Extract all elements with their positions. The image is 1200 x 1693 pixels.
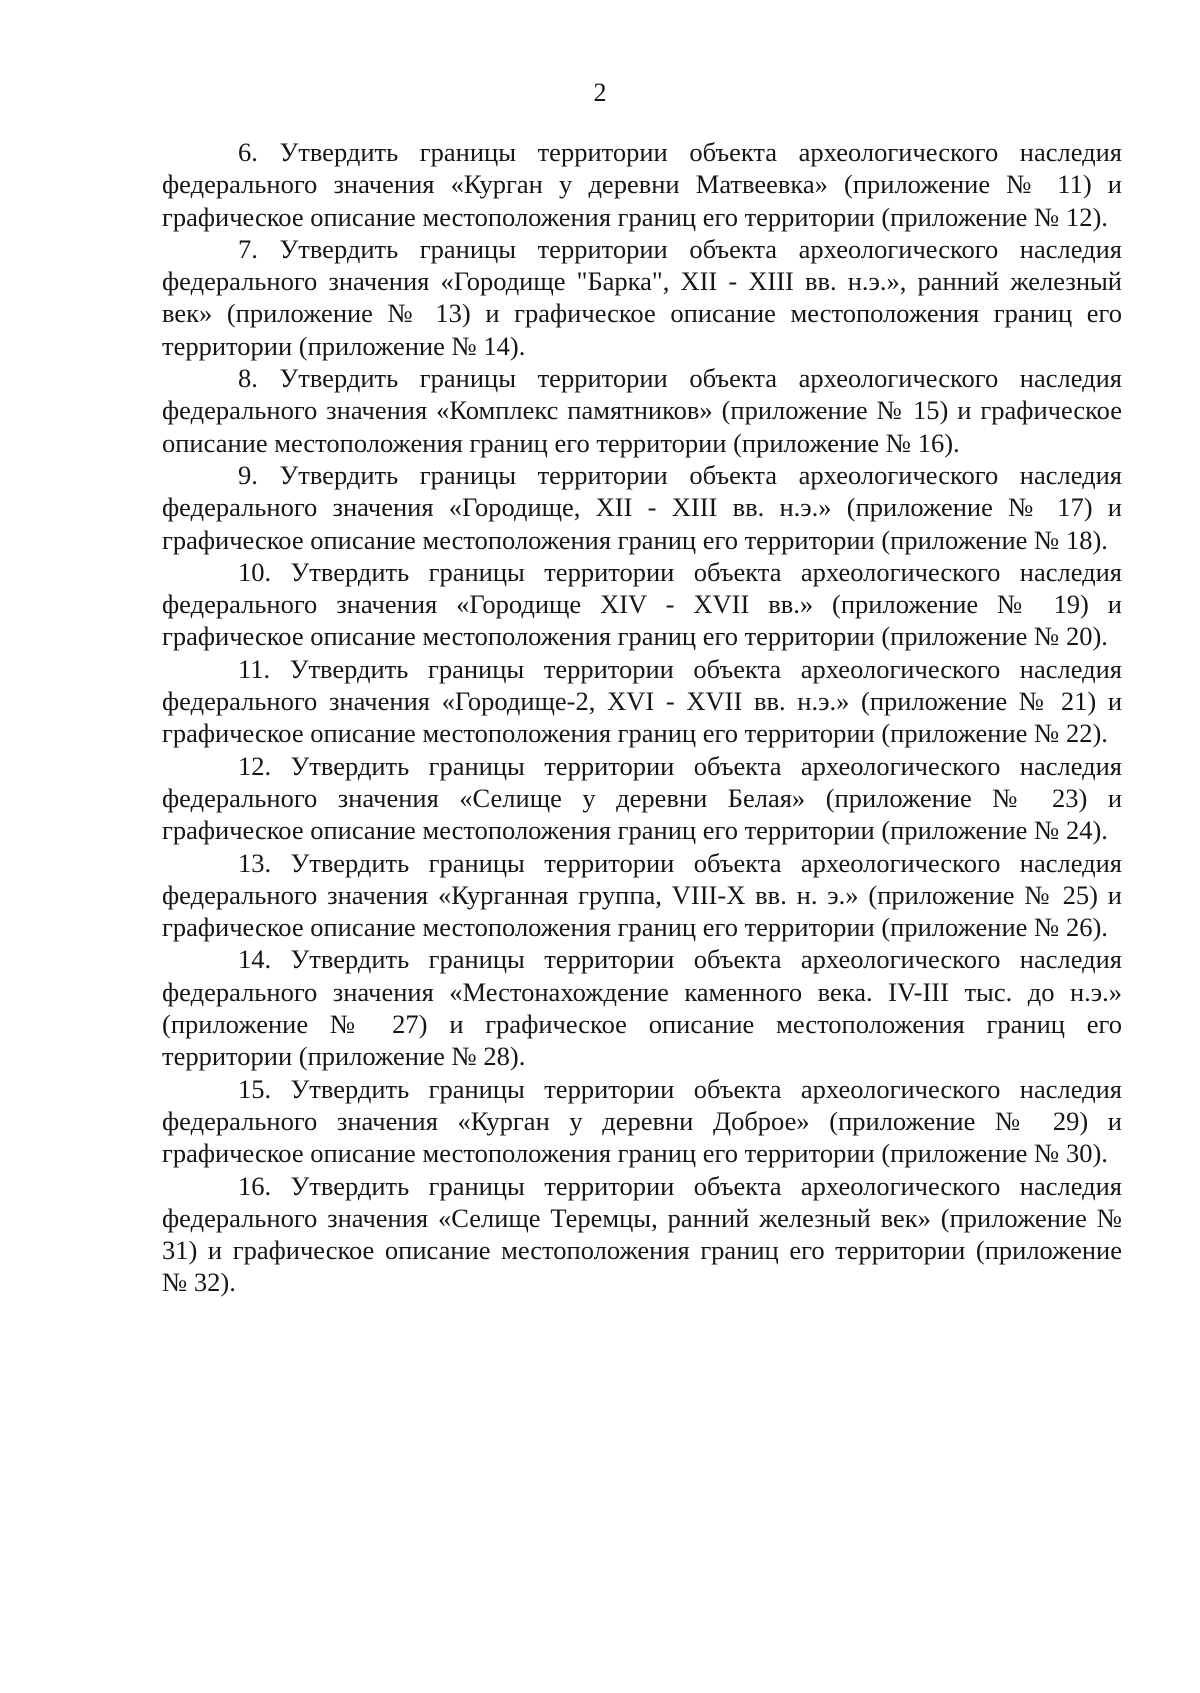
paragraph-item-11: 11. Утвердить границы территории объекта археологического наследия федерального значения «Городище-2, XVI - XVII вв. н.э.» (приложение № 21) и графическое описание местоположения границ его территории (приложение № 22). <box>162 653 1122 749</box>
paragraph-item-9: 9. Утвердить границы территории объекта археологического наследия федерального значения «Городище, XII - XIII вв. н.э.» (приложение № 17) и графическое описание местоположения границ его территории (приложение № 18). <box>162 459 1122 555</box>
paragraph-item-14: 14. Утвердить границы территории объекта археологического наследия федерального значения «Местонахождение каменного века. IV-III тыс. до н.э.» (приложение № 27) и графическое описание местоположения границ его территории (приложение № 28). <box>162 944 1122 1072</box>
document-body <box>162 136 1122 1299</box>
paragraph-item-13: 13. Утвердить границы территории объекта археологического наследия федерального значения «Курганная группа, VIII-X вв. н. э.» (приложение № 25) и графическое описание местоположения границ его территории (приложение № 26). <box>162 847 1122 943</box>
paragraph-item-15: 15. Утвердить границы территории объекта археологического наследия федерального значения «Курган у деревни Доброе» (приложение № 29) и графическое описание местоположения границ его территории (приложение № 30). <box>162 1073 1122 1169</box>
page-number: 2 <box>593 78 607 107</box>
paragraph-item-8: 8. Утвердить границы территории объекта археологического наследия федерального значения «Комплекс памятников» (приложение № 15) и графическое описание местоположения границ его территории (приложение № 16). <box>162 363 1122 458</box>
paragraph-item-6: 6. Утвердить границы территории объекта археологического наследия федерального значения «Курган у деревни Матвеевка» (приложение № 11) и графическое описание местоположения границ его территории (приложение № 12). <box>162 137 1122 232</box>
paragraph-item-12: 12. Утвердить границы территории объекта археологического наследия федерального значения «Селище у деревни Белая» (приложение № 23) и графическое описание местоположения границ его территории (приложение № 24). <box>162 750 1122 846</box>
paragraph-item-7: 7. Утвердить границы территории объекта археологического наследия федерального значения «Городище "Барка", XII - XIII вв. н.э.», ранний железный век» (приложение № 13) и графическое описание местоположения границ его территории (приложение № 14). <box>162 233 1122 361</box>
paragraph-item-16: 16. Утвердить границы территории объекта археологического наследия федерального значения «Селище Теремцы, ранний железный век» (приложение № 31) и графическое описание местоположения границ его территории (приложение № 32). <box>162 1170 1122 1298</box>
paragraph-item-10: 10. Утвердить границы территории объекта археологического наследия федерального значения «Городище XIV - XVII вв.» (приложение № 19) и графическое описание местоположения границ его территории (приложение № 20). <box>162 556 1122 652</box>
